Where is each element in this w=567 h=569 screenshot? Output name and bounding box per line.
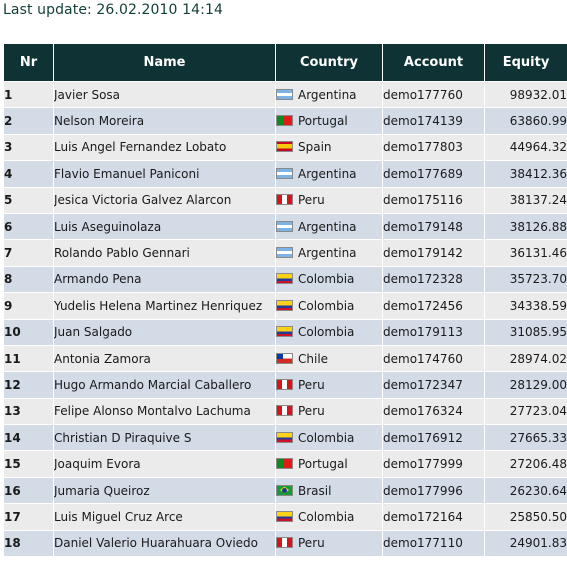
rank-cell: 4 xyxy=(4,161,54,187)
country-label: Argentina xyxy=(298,246,357,261)
colombia-flag-icon xyxy=(276,273,293,284)
equity-cell: 27665.33 xyxy=(485,425,567,451)
trader-name-cell: Flavio Emanuel Paniconi xyxy=(54,161,276,187)
country-label: Chile xyxy=(298,351,329,366)
table-row xyxy=(4,425,567,451)
country-label: Colombia xyxy=(298,430,355,445)
country-label: Argentina xyxy=(298,166,357,181)
trader-name-cell: Hugo Armando Marcial Caballero xyxy=(54,372,276,398)
country-label: Peru xyxy=(298,193,325,208)
account-cell: demo179148 xyxy=(383,214,485,240)
rank-cell: 12 xyxy=(4,372,54,398)
spain-flag-icon xyxy=(276,141,293,152)
country-cell xyxy=(276,267,383,293)
equity-cell: 27723.04 xyxy=(485,399,567,425)
rank-cell: 15 xyxy=(4,451,54,477)
country-cell xyxy=(276,82,383,108)
account-cell: demo179113 xyxy=(383,320,485,346)
account-cell: demo172456 xyxy=(383,293,485,319)
rank-cell: 14 xyxy=(4,425,54,451)
account-cell: demo177996 xyxy=(383,478,485,504)
country-cell xyxy=(276,108,383,134)
trader-name-cell: Armando Pena xyxy=(54,267,276,293)
portugal-flag-icon xyxy=(276,115,293,126)
account-cell: demo172164 xyxy=(383,504,485,530)
account-cell: demo177110 xyxy=(383,531,485,557)
rank-cell: 5 xyxy=(4,188,54,214)
equity-cell: 25850.50 xyxy=(485,504,567,530)
rank-cell: 1 xyxy=(4,82,54,108)
brasil-flag-icon xyxy=(276,485,293,496)
table-row xyxy=(4,135,567,161)
country-cell xyxy=(276,320,383,346)
country-label: Peru xyxy=(298,536,325,551)
trader-name-cell: Antonia Zamora xyxy=(54,346,276,372)
country-label: Portugal xyxy=(298,114,348,129)
account-cell: demo175116 xyxy=(383,188,485,214)
account-cell: demo172347 xyxy=(383,372,485,398)
account-cell: demo177760 xyxy=(383,82,485,108)
country-cell xyxy=(276,399,383,425)
country-cell xyxy=(276,451,383,477)
rank-cell: 11 xyxy=(4,346,54,372)
argentina-flag-icon xyxy=(276,168,293,179)
account-cell: demo172328 xyxy=(383,267,485,293)
rank-cell: 2 xyxy=(4,108,54,134)
account-cell: demo174139 xyxy=(383,108,485,134)
header-country: Country xyxy=(276,44,383,82)
table-row xyxy=(4,161,567,187)
rank-cell: 6 xyxy=(4,214,54,240)
trader-name-cell: Daniel Valerio Huarahuara Oviedo xyxy=(54,531,276,557)
country-cell xyxy=(276,161,383,187)
table-row xyxy=(4,108,567,134)
equity-cell: 26230.64 xyxy=(485,478,567,504)
argentina-flag-icon xyxy=(276,247,293,258)
peru-flag-icon xyxy=(276,537,293,548)
trader-name-cell: Yudelis Helena Martinez Henriquez xyxy=(54,293,276,319)
country-label: Colombia xyxy=(298,509,355,524)
account-cell: demo179142 xyxy=(383,240,485,266)
trader-name-cell: Joaquim Evora xyxy=(54,451,276,477)
argentina-flag-icon xyxy=(276,89,293,100)
table-row xyxy=(4,531,567,557)
country-cell xyxy=(276,293,383,319)
equity-cell: 27206.48 xyxy=(485,451,567,477)
last-update-text: Last update: 26.02.2010 14:14 xyxy=(3,2,223,18)
country-label: Spain xyxy=(298,140,332,155)
account-cell: demo174760 xyxy=(383,346,485,372)
country-cell xyxy=(276,188,383,214)
country-label: Colombia xyxy=(298,325,355,340)
equity-cell: 38137.24 xyxy=(485,188,567,214)
colombia-flag-icon xyxy=(276,326,293,337)
table-row xyxy=(4,346,567,372)
equity-cell: 38126.88 xyxy=(485,214,567,240)
table-row xyxy=(4,214,567,240)
colombia-flag-icon xyxy=(276,432,293,443)
rank-cell: 17 xyxy=(4,504,54,530)
country-label: Brasil xyxy=(298,483,332,498)
rank-cell: 10 xyxy=(4,320,54,346)
country-label: Portugal xyxy=(298,457,348,472)
table-row xyxy=(4,478,567,504)
equity-cell: 28974.02 xyxy=(485,346,567,372)
country-label: Colombia xyxy=(298,298,355,313)
colombia-flag-icon xyxy=(276,300,293,311)
equity-cell: 44964.32 xyxy=(485,135,567,161)
table-header-row xyxy=(4,44,567,82)
argentina-flag-icon xyxy=(276,221,293,232)
account-cell: demo176324 xyxy=(383,399,485,425)
equity-cell: 98932.01 xyxy=(485,82,567,108)
country-label: Peru xyxy=(298,404,325,419)
country-cell xyxy=(276,531,383,557)
chile-flag-icon xyxy=(276,353,293,364)
country-cell xyxy=(276,425,383,451)
country-cell xyxy=(276,478,383,504)
rank-cell: 18 xyxy=(4,531,54,557)
table-row xyxy=(4,188,567,214)
table-row xyxy=(4,240,567,266)
trader-name-cell: Luis Aseguinolaza xyxy=(54,214,276,240)
country-label: Argentina xyxy=(298,87,357,102)
table-row xyxy=(4,267,567,293)
peru-flag-icon xyxy=(276,405,293,416)
rank-cell: 3 xyxy=(4,135,54,161)
country-cell xyxy=(276,504,383,530)
trader-name-cell: Javier Sosa xyxy=(54,82,276,108)
equity-cell: 24901.83 xyxy=(485,531,567,557)
country-cell xyxy=(276,372,383,398)
table-row xyxy=(4,372,567,398)
header-name: Name xyxy=(54,44,276,82)
trader-name-cell: Nelson Moreira xyxy=(54,108,276,134)
table-row xyxy=(4,504,567,530)
trader-name-cell: Luis Miguel Cruz Arce xyxy=(54,504,276,530)
account-cell: demo176912 xyxy=(383,425,485,451)
trader-name-cell: Felipe Alonso Montalvo Lachuma xyxy=(54,399,276,425)
header-equity: Equity xyxy=(485,44,567,82)
account-cell: demo177803 xyxy=(383,135,485,161)
country-cell xyxy=(276,240,383,266)
rank-cell: 9 xyxy=(4,293,54,319)
account-cell: demo177999 xyxy=(383,451,485,477)
country-cell xyxy=(276,346,383,372)
table-row xyxy=(4,451,567,477)
trader-name-cell: Rolando Pablo Gennari xyxy=(54,240,276,266)
trader-name-cell: Jesica Victoria Galvez Alarcon xyxy=(54,188,276,214)
equity-cell: 36131.46 xyxy=(485,240,567,266)
trader-name-cell: Luis Angel Fernandez Lobato xyxy=(54,135,276,161)
equity-cell: 35723.70 xyxy=(485,267,567,293)
table-row xyxy=(4,293,567,319)
equity-cell: 38412.36 xyxy=(485,161,567,187)
country-label: Peru xyxy=(298,377,325,392)
account-cell: demo177689 xyxy=(383,161,485,187)
table-row xyxy=(4,399,567,425)
peru-flag-icon xyxy=(276,194,293,205)
table-row xyxy=(4,82,567,108)
equity-cell: 63860.99 xyxy=(485,108,567,134)
equity-cell: 28129.00 xyxy=(485,372,567,398)
country-cell xyxy=(276,135,383,161)
table-row xyxy=(4,320,567,346)
header-nr: Nr xyxy=(4,44,54,82)
ranking-table xyxy=(4,44,567,557)
peru-flag-icon xyxy=(276,379,293,390)
equity-cell: 31085.95 xyxy=(485,320,567,346)
country-label: Argentina xyxy=(298,219,357,234)
portugal-flag-icon xyxy=(276,458,293,469)
equity-cell: 34338.59 xyxy=(485,293,567,319)
header-account: Account xyxy=(383,44,485,82)
country-label: Colombia xyxy=(298,272,355,287)
country-cell xyxy=(276,214,383,240)
trader-name-cell: Juan Salgado xyxy=(54,320,276,346)
trader-name-cell: Jumaria Queiroz xyxy=(54,478,276,504)
rank-cell: 16 xyxy=(4,478,54,504)
rank-cell: 8 xyxy=(4,267,54,293)
rank-cell: 7 xyxy=(4,240,54,266)
trader-name-cell: Christian D Piraquive S xyxy=(54,425,276,451)
colombia-flag-icon xyxy=(276,511,293,522)
rank-cell: 13 xyxy=(4,399,54,425)
